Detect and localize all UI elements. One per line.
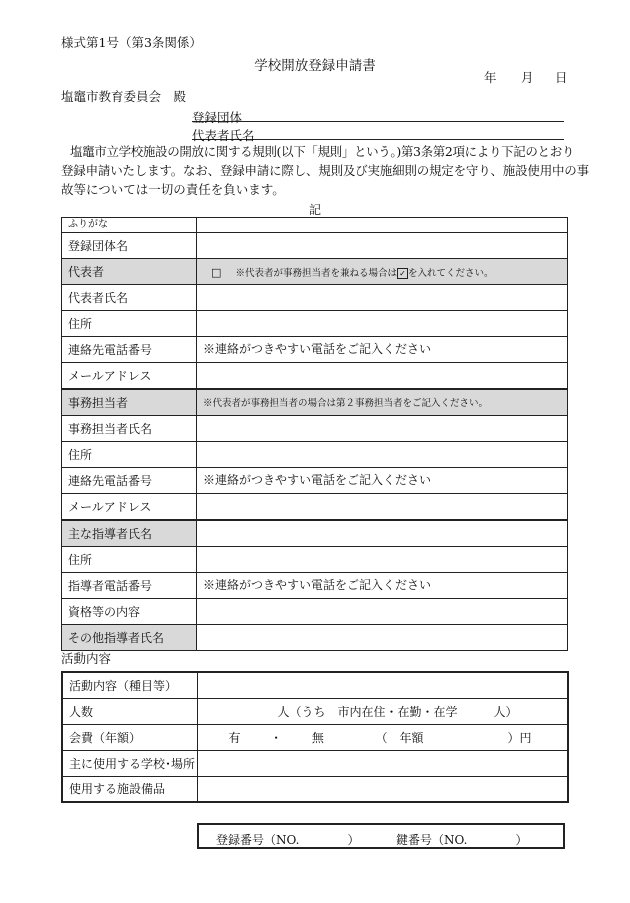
rep-section-label: 代表者 xyxy=(62,259,197,285)
rep-name-field[interactable] xyxy=(197,285,568,311)
fee-separator: ・ xyxy=(270,730,283,745)
table-row xyxy=(62,573,568,599)
activity-table xyxy=(61,671,569,803)
clerk-email-label: メールアドレス xyxy=(62,494,197,520)
activity-type-label: 活動内容（種目等） xyxy=(62,672,197,698)
table-row xyxy=(62,311,568,337)
clerk-name-label: 事務担当者氏名 xyxy=(62,416,197,442)
rep-checkbox[interactable]: □ xyxy=(211,265,222,279)
table-row xyxy=(62,547,568,573)
registration-number[interactable]: 登録番号（NO. ） xyxy=(216,833,360,847)
qualification-field[interactable] xyxy=(197,599,568,625)
table-row xyxy=(62,625,568,651)
rep-address-field[interactable] xyxy=(197,311,568,337)
table-row xyxy=(62,494,568,520)
table-row xyxy=(62,416,568,442)
form-number: 様式第1号（第3条関係） xyxy=(61,35,202,50)
table-row xyxy=(62,776,568,802)
date-month-label: 月 xyxy=(521,70,534,85)
table-row xyxy=(62,520,568,547)
rep-email-label: メールアドレス xyxy=(62,363,197,389)
members-label: 人数 xyxy=(62,698,197,724)
fee-yes-option[interactable]: 有 xyxy=(228,730,241,745)
rep-phone-note: ※連絡がつきやすい電話をご記入ください xyxy=(203,342,432,356)
check-example-mark: ✓ xyxy=(399,268,406,278)
clerk-note: ※代表者が事務担当者の場合は第２事務担当者をご記入ください。 xyxy=(197,389,568,416)
coach-name-label: 主な指導者氏名 xyxy=(62,520,197,547)
page-title: 学校開放登録申請書 xyxy=(254,58,376,74)
table-row xyxy=(62,363,568,389)
table-row xyxy=(62,337,568,363)
clerk-address-label: 住所 xyxy=(62,442,197,468)
date-year-label: 年 xyxy=(484,70,497,85)
applicant-table xyxy=(61,217,568,651)
other-coach-label: その他指導者氏名 xyxy=(62,625,197,651)
activity-section-label: 活動内容 xyxy=(61,651,112,666)
coach-phone-label: 指導者電話番号 xyxy=(62,573,197,599)
furigana-label: ふりがな xyxy=(62,218,197,233)
group-name-field[interactable] xyxy=(197,233,568,259)
fee-no-option[interactable]: 無 xyxy=(311,730,324,745)
rep-note-text-2: を入れてください。 xyxy=(407,267,494,279)
registration-box xyxy=(197,823,565,849)
rep-phone-label: 連絡先電話番号 xyxy=(62,337,197,363)
coach-address-field[interactable] xyxy=(197,547,568,573)
table-row xyxy=(62,599,568,625)
body-line-1: 塩竈市立学校施設の開放に関する規則(以下「規則」という。)第3条第2項により下記のとおり xyxy=(70,144,575,159)
clerk-phone-note: ※連絡がつきやすい電話をご記入ください xyxy=(203,473,432,487)
rep-address-label: 住所 xyxy=(62,311,197,337)
group-label: 登録団体 xyxy=(192,110,243,125)
table-row xyxy=(62,724,568,750)
fee-amount: （ 年額 ）円 xyxy=(375,730,532,745)
rep-name-label: 代表者氏名 xyxy=(62,285,197,311)
date-day-label: 日 xyxy=(555,70,568,85)
members-value: 人（うち 市内在住・在勤・在学 人） xyxy=(277,704,518,719)
table-row xyxy=(62,285,568,311)
rep-note-text: ※代表者が事務担当者を兼ねる場合は xyxy=(235,267,397,279)
rep-phone-field[interactable] xyxy=(197,337,568,363)
equipment-field[interactable] xyxy=(197,776,568,802)
rep-label: 代表者氏名 xyxy=(192,128,255,143)
addressee: 塩竈市教育委員会 殿 xyxy=(61,89,187,104)
coach-address-label: 住所 xyxy=(62,547,197,573)
group-signature-line[interactable] xyxy=(192,107,564,125)
table-row xyxy=(62,218,568,233)
qualification-label: 資格等の内容 xyxy=(62,599,197,625)
table-row xyxy=(62,442,568,468)
other-coach-field[interactable] xyxy=(197,625,568,651)
body-line-2: 登録申請いたします。なお、登録申請に際し、規則及び実施細則の規定を守り、施設使用中の事 xyxy=(61,163,589,178)
clerk-name-field[interactable] xyxy=(197,416,568,442)
key-number[interactable]: 鍵番号（NO. ） xyxy=(396,833,528,847)
table-row xyxy=(62,468,568,494)
clerk-phone-label: 連絡先電話番号 xyxy=(62,468,197,494)
clerk-phone-field[interactable] xyxy=(197,468,568,494)
clerk-address-field[interactable] xyxy=(197,442,568,468)
members-field[interactable] xyxy=(197,698,568,724)
check-example-icon xyxy=(397,268,408,279)
coach-phone-note: ※連絡がつきやすい電話をご記入ください xyxy=(203,578,432,592)
rep-signature-line[interactable] xyxy=(192,125,564,143)
school-label: 主に使用する学校･場所 xyxy=(62,750,197,776)
table-row xyxy=(62,259,568,285)
table-row xyxy=(62,389,568,416)
fee-label: 会費（年額） xyxy=(62,724,197,750)
rep-email-field[interactable] xyxy=(197,363,568,389)
table-row xyxy=(62,698,568,724)
table-row xyxy=(62,233,568,259)
furigana-field[interactable] xyxy=(197,218,568,233)
ki-label: 記 xyxy=(308,203,321,217)
fee-field[interactable] xyxy=(197,724,568,750)
coach-phone-field[interactable] xyxy=(197,573,568,599)
table-row xyxy=(62,750,568,776)
clerk-section-label: 事務担当者 xyxy=(62,389,197,416)
coach-name-field[interactable] xyxy=(197,520,568,547)
group-name-label: 登録団体名 xyxy=(62,233,197,259)
body-line-3: 故等については一切の責任を負います。 xyxy=(61,182,285,197)
activity-type-field[interactable] xyxy=(197,672,568,698)
school-field[interactable] xyxy=(197,750,568,776)
table-row xyxy=(62,672,568,698)
equipment-label: 使用する施設備品 xyxy=(62,776,197,802)
clerk-email-field[interactable] xyxy=(197,494,568,520)
